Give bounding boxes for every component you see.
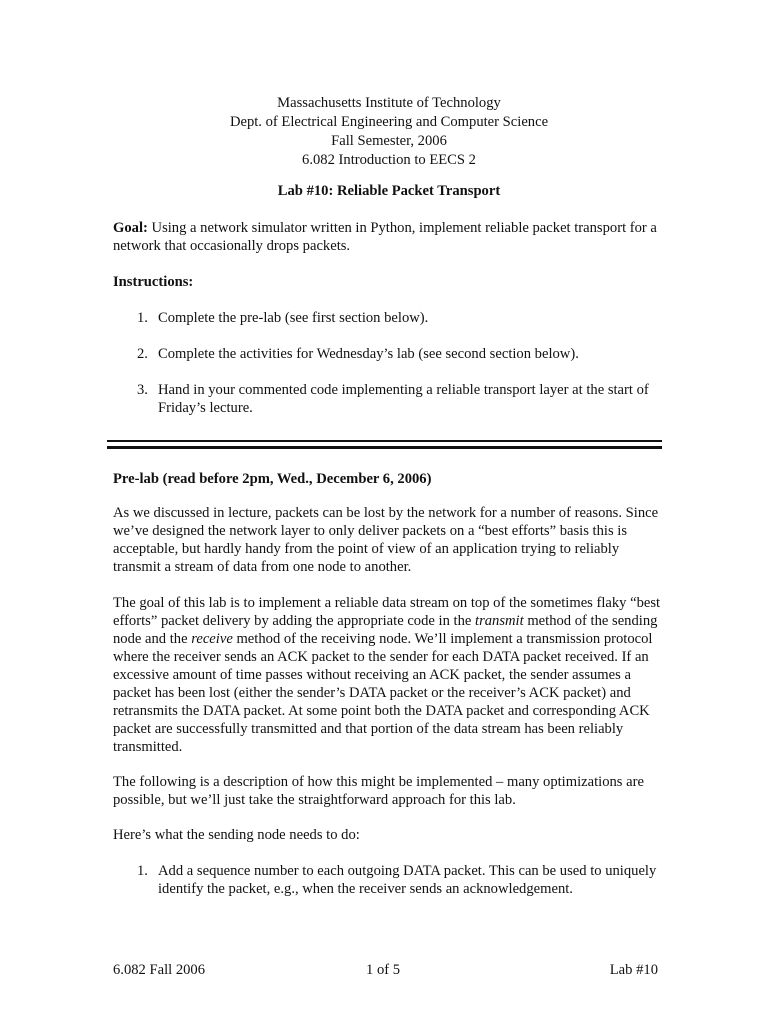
instructions-heading: Instructions: (113, 274, 194, 290)
para2-text-a: The goal of this lab is to implement a reliable data stream on top of the sometimes flaky “best efforts” packet delivery by adding the appropriate code in the (113, 595, 661, 629)
section-divider-top (107, 440, 662, 442)
institution-name: Massachusetts Institute of Technology (277, 95, 501, 111)
instruction-number: 3. (137, 382, 148, 398)
footer-lab-label: Lab #10 (609, 962, 658, 978)
instruction-text: Complete the activities for Wednesday’s lab (see second section below). (158, 346, 579, 362)
section-divider-bottom (107, 446, 662, 449)
sender-step-text: Add a sequence number to each outgoing DATA packet. This can be used to uniquely identify the packet, e.g., when the receiver sends an acknowledgement. (158, 863, 657, 897)
department-name: Dept. of Electrical Engineering and Computer Science (229, 114, 549, 130)
para2-text-c: method of the receiving node. We’ll implement a transmission protocol where the receiver sends an ACK packet to the sender for each DATA packet received. If an excessive amount of time passes without receiving an ACK packet, the sender assumes a packet has been lost (either the sender’s DATA packet or the receiver’s ACK packet) and retransmits the DATA packet. At some point both the DATA packet and corresponding ACK packet are successfully transmitted and that portion of the data stream has been reliably transmitted. (113, 631, 653, 755)
prelab-paragraph-3: The following is a description of how this might be implemented – many optimizations are possible, but we’ll just take the straightforward approach for this lab. (113, 774, 644, 808)
document-header (113, 94, 665, 170)
goal-paragraph (113, 219, 665, 255)
course-name: 6.082 Introduction to EECS 2 (302, 152, 476, 168)
instruction-number: 2. (137, 346, 148, 362)
goal-text: Using a network simulator written in Python, implement reliable packet transport for a network that occasionally drops packets. (113, 220, 657, 254)
lab-title: Lab #10: Reliable Packet Transport (277, 183, 501, 199)
footer-course: 6.082 Fall 2006 (113, 962, 206, 978)
para2-text-b: method of the sending node and the (113, 613, 658, 647)
instruction-number: 1. (137, 310, 148, 326)
instruction-text: Complete the pre-lab (see first section below). (158, 310, 429, 326)
prelab-paragraph-1: As we discussed in lecture, packets can be lost by the network for a number of reasons. Since we’ve designed the network layer to only deliver packets on a “best efforts” basis this is acceptable, but hardly handy from the point of view of an application trying to reliably transmit a stream of data from one node to another. (113, 505, 659, 575)
sender-step-number: 1. (137, 863, 148, 879)
transmit-method: transmit (475, 613, 524, 629)
receive-method: receive (191, 631, 233, 647)
goal-label: Goal: (113, 220, 148, 236)
prelab-paragraph-2 (113, 594, 665, 756)
semester: Fall Semester, 2006 (331, 133, 447, 149)
footer-page-number: 1 of 5 (366, 962, 401, 978)
instruction-text: Hand in your commented code implementing a reliable transport layer at the start of Friday’s lecture. (158, 382, 649, 416)
prelab-heading: Pre-lab (read before 2pm, Wed., December 6, 2006) (113, 471, 432, 487)
prelab-paragraph-4: Here’s what the sending node needs to do: (113, 827, 360, 843)
